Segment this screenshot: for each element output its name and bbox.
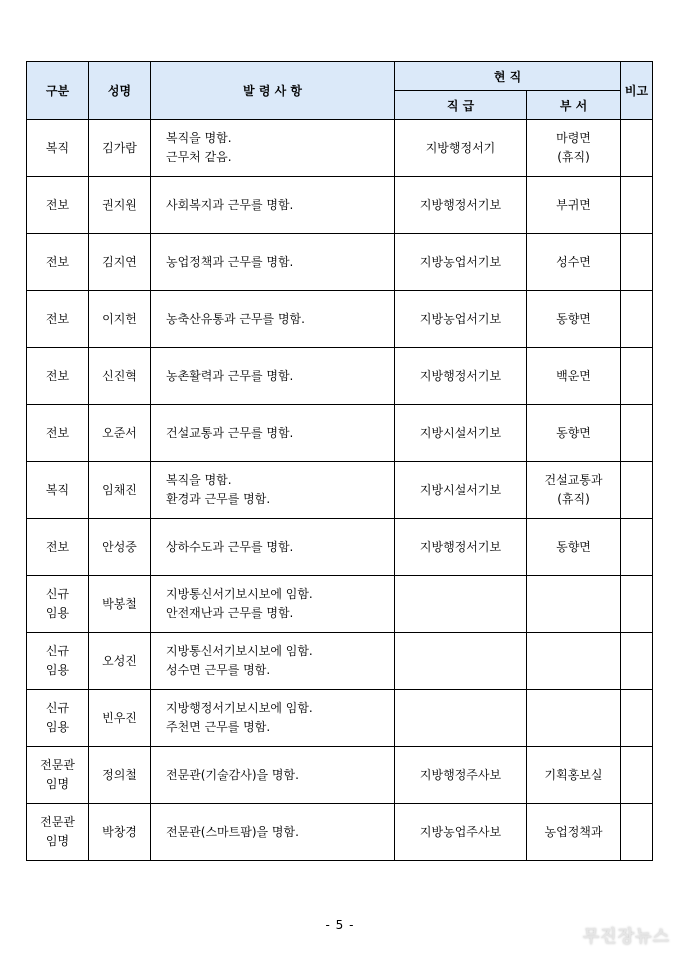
cell-note (621, 804, 653, 861)
table-row (27, 519, 653, 576)
cell-order (151, 519, 395, 576)
cell-order-line: 건설교통과 근무를 명함. (166, 425, 294, 440)
cell-order (151, 804, 395, 861)
cell-order-line: 복직을 명함. (166, 131, 232, 145)
header-category: 구분 (27, 62, 89, 120)
table-row (27, 405, 653, 462)
cell-note (621, 633, 653, 690)
cell-department-line: 동향면 (556, 539, 591, 554)
cell-category-line: 전보 (45, 368, 70, 383)
cell-category (27, 633, 89, 690)
header-name: 성명 (89, 62, 151, 120)
cell-name: 안성중 (89, 519, 151, 576)
cell-category-line: 전보 (45, 425, 70, 440)
cell-department (527, 747, 621, 804)
cell-order-line: 지방통신서기보시보에 임함. (166, 644, 313, 658)
cell-note (621, 519, 653, 576)
cell-name: 김지연 (89, 234, 151, 291)
cell-order (151, 576, 395, 633)
cell-name: 박창경 (89, 804, 151, 861)
cell-order-line: 근무처 같음. (166, 150, 232, 164)
cell-department (527, 576, 621, 633)
cell-department-line: 부귀면 (556, 197, 591, 212)
cell-rank (395, 633, 527, 690)
cell-order-line: 전문관(스마트팜)을 명함. (166, 824, 299, 839)
header-rank: 직 급 (395, 91, 527, 120)
cell-note (621, 234, 653, 291)
table-row (27, 291, 653, 348)
cell-note (621, 177, 653, 234)
cell-department (527, 804, 621, 861)
cell-department-line: 기획홍보실 (544, 767, 603, 782)
cell-name: 김가람 (89, 120, 151, 177)
cell-category-line: 신규 (45, 644, 70, 658)
cell-rank: 지방행정서기보 (395, 348, 527, 405)
cell-order-line: 전문관(기술감사)을 명함. (166, 767, 299, 782)
cell-department-line: 마령면 (556, 131, 591, 145)
cell-category-line: 신규 (45, 701, 70, 715)
cell-department (527, 120, 621, 177)
cell-department (527, 405, 621, 462)
header-order: 발 령 사 항 (151, 62, 395, 120)
cell-department (527, 348, 621, 405)
cell-order (151, 747, 395, 804)
cell-order (151, 348, 395, 405)
cell-category-line: 임명 (45, 777, 70, 791)
cell-name: 권지원 (89, 177, 151, 234)
cell-department (527, 177, 621, 234)
cell-department (527, 519, 621, 576)
cell-department-line: 백운면 (556, 368, 591, 383)
cell-category (27, 804, 89, 861)
cell-department (527, 633, 621, 690)
cell-name: 임채진 (89, 462, 151, 519)
cell-name: 정의철 (89, 747, 151, 804)
cell-rank: 지방행정서기보 (395, 519, 527, 576)
cell-category-line: 전문관 (40, 758, 75, 772)
cell-order-line: 주천면 근무를 명함. (166, 720, 271, 734)
cell-note (621, 690, 653, 747)
cell-department-line: 동향면 (556, 425, 591, 440)
cell-category-line: 임용 (45, 606, 70, 620)
cell-rank: 지방시설서기보 (395, 405, 527, 462)
cell-note (621, 576, 653, 633)
personnel-order-table (26, 61, 653, 861)
table-row (27, 462, 653, 519)
cell-category (27, 519, 89, 576)
table-row (27, 747, 653, 804)
cell-category (27, 690, 89, 747)
page-number: - 5 - (325, 918, 355, 932)
cell-order (151, 291, 395, 348)
cell-category (27, 234, 89, 291)
table-row (27, 120, 653, 177)
cell-rank (395, 576, 527, 633)
header-current-position: 현 직 (395, 62, 621, 91)
cell-category (27, 291, 89, 348)
cell-rank: 지방시설서기보 (395, 462, 527, 519)
cell-category (27, 120, 89, 177)
cell-rank: 지방농업서기보 (395, 234, 527, 291)
cell-category (27, 462, 89, 519)
cell-department-line: 건설교통과 (544, 473, 603, 487)
cell-category-line: 전문관 (40, 815, 75, 829)
watermark-logo: 무진장뉴스 (582, 927, 670, 947)
cell-order-line: 환경과 근무를 명함. (166, 492, 271, 506)
cell-rank (395, 690, 527, 747)
cell-category (27, 405, 89, 462)
table-row (27, 576, 653, 633)
cell-category-line: 전보 (45, 311, 70, 326)
cell-category (27, 177, 89, 234)
cell-department-line: (휴직) (557, 150, 590, 164)
cell-department-line: 동향면 (556, 311, 591, 326)
cell-category-line: 복직 (45, 482, 70, 497)
header-note: 비고 (621, 62, 653, 120)
cell-order-line: 사회복지과 근무를 명함. (166, 197, 294, 212)
table-row (27, 804, 653, 861)
cell-category (27, 348, 89, 405)
cell-category (27, 747, 89, 804)
cell-order-line: 농촌활력과 근무를 명함. (166, 368, 294, 383)
cell-department (527, 690, 621, 747)
header-department: 부 서 (527, 91, 621, 120)
cell-order (151, 462, 395, 519)
cell-category-line: 임용 (45, 720, 70, 734)
cell-order-line: 상하수도과 근무를 명함. (166, 539, 294, 554)
cell-note (621, 348, 653, 405)
cell-order-line: 농업정책과 근무를 명함. (166, 254, 294, 269)
cell-category-line: 전보 (45, 254, 70, 269)
cell-department (527, 462, 621, 519)
cell-order (151, 120, 395, 177)
cell-name: 오성진 (89, 633, 151, 690)
cell-name: 박봉철 (89, 576, 151, 633)
cell-category-line: 임용 (45, 663, 70, 677)
cell-category-line: 임명 (45, 834, 70, 848)
cell-order-line: 지방통신서기보시보에 임함. (166, 587, 313, 601)
cell-rank: 지방농업서기보 (395, 291, 527, 348)
cell-category (27, 576, 89, 633)
cell-order (151, 405, 395, 462)
cell-rank: 지방행정서기보 (395, 177, 527, 234)
cell-department (527, 234, 621, 291)
cell-note (621, 291, 653, 348)
cell-note (621, 462, 653, 519)
table-row (27, 177, 653, 234)
cell-rank: 지방농업주사보 (395, 804, 527, 861)
cell-rank: 지방행정서기 (395, 120, 527, 177)
cell-order-line: 농축산유통과 근무를 명함. (166, 311, 305, 326)
table-row (27, 348, 653, 405)
cell-order-line: 안전재난과 근무를 명함. (166, 606, 294, 620)
cell-category-line: 전보 (45, 539, 70, 554)
cell-order (151, 633, 395, 690)
cell-name: 신진혁 (89, 348, 151, 405)
cell-category-line: 복직 (45, 140, 70, 155)
cell-rank: 지방행정주사보 (395, 747, 527, 804)
cell-order (151, 177, 395, 234)
cell-order-line: 성수면 근무를 명함. (166, 663, 271, 677)
cell-category-line: 전보 (45, 197, 70, 212)
table-row (27, 633, 653, 690)
cell-order-line: 복직을 명함. (166, 473, 232, 487)
cell-note (621, 120, 653, 177)
cell-name: 이지헌 (89, 291, 151, 348)
cell-note (621, 405, 653, 462)
cell-category-line: 신규 (45, 587, 70, 601)
cell-department-line: (휴직) (557, 492, 590, 506)
cell-name: 오준서 (89, 405, 151, 462)
cell-department-line: 성수면 (556, 254, 591, 269)
cell-department-line: 농업정책과 (544, 824, 603, 839)
cell-note (621, 747, 653, 804)
cell-order-line: 지방행정서기보시보에 임함. (166, 701, 313, 715)
cell-department (527, 291, 621, 348)
cell-name: 빈우진 (89, 690, 151, 747)
table-row (27, 690, 653, 747)
cell-order (151, 234, 395, 291)
cell-order (151, 690, 395, 747)
table-row (27, 234, 653, 291)
